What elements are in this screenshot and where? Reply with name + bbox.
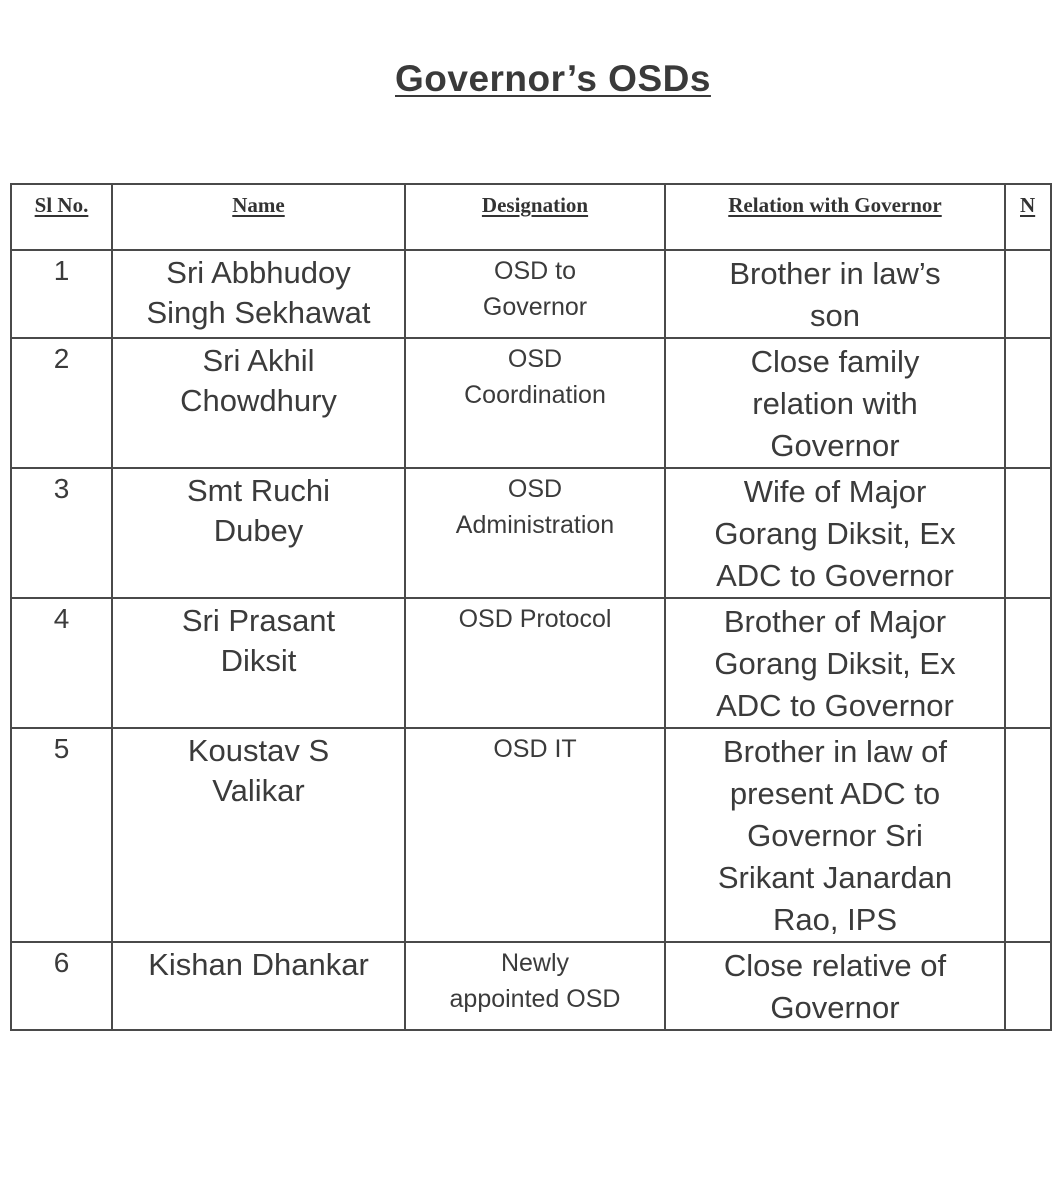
cell-extra — [1005, 468, 1051, 598]
table-row — [11, 728, 1051, 942]
cell-sl-no: 2 — [11, 338, 112, 468]
cell-designation: OSD Administration — [405, 468, 665, 598]
header-name: Name — [112, 184, 405, 250]
cell-designation: OSD IT — [405, 728, 665, 942]
header-relation: Relation with Governor — [665, 184, 1005, 250]
osd-table — [10, 183, 1052, 1031]
cell-designation: OSD Protocol — [405, 598, 665, 728]
cell-designation: OSD to Governor — [405, 250, 665, 338]
document-title: Governor’s OSDs — [395, 58, 711, 99]
cell-extra — [1005, 598, 1051, 728]
cell-relation: Wife of Major Gorang Diksit, Ex ADC to Governor — [665, 468, 1005, 598]
table-row — [11, 468, 1051, 598]
cell-name: Sri Abbhudoy Singh Sekhawat — [112, 250, 405, 338]
cell-sl-no: 6 — [11, 942, 112, 1030]
cell-name: Kishan Dhankar — [112, 942, 405, 1030]
cell-relation: Brother in law’s son — [665, 250, 1005, 338]
table-row — [11, 598, 1051, 728]
cell-sl-no: 4 — [11, 598, 112, 728]
header-designation: Designation — [405, 184, 665, 250]
cell-sl-no: 3 — [11, 468, 112, 598]
cell-extra — [1005, 250, 1051, 338]
cell-relation: Close relative of Governor — [665, 942, 1005, 1030]
table-row — [11, 942, 1051, 1030]
table-row — [11, 338, 1051, 468]
cell-relation: Close family relation with Governor — [665, 338, 1005, 468]
cell-extra — [1005, 728, 1051, 942]
cell-name: Smt Ruchi Dubey — [112, 468, 405, 598]
cell-relation: Brother in law of present ADC to Governor Sri Srikant Janardan Rao, IPS — [665, 728, 1005, 942]
table-header-row — [11, 184, 1051, 250]
cell-sl-no: 5 — [11, 728, 112, 942]
cell-extra — [1005, 338, 1051, 468]
cell-relation: Brother of Major Gorang Diksit, Ex ADC to Governor — [665, 598, 1005, 728]
table-row — [11, 250, 1051, 338]
cell-name: Sri Prasant Diksit — [112, 598, 405, 728]
cell-extra — [1005, 942, 1051, 1030]
header-extra: N — [1005, 184, 1051, 250]
cell-designation: OSD Coordination — [405, 338, 665, 468]
cell-sl-no: 1 — [11, 250, 112, 338]
header-sl-no: Sl No. — [11, 184, 112, 250]
cell-designation: Newly appointed OSD — [405, 942, 665, 1030]
cell-name: Sri Akhil Chowdhury — [112, 338, 405, 468]
cell-name: Koustav S Valikar — [112, 728, 405, 942]
